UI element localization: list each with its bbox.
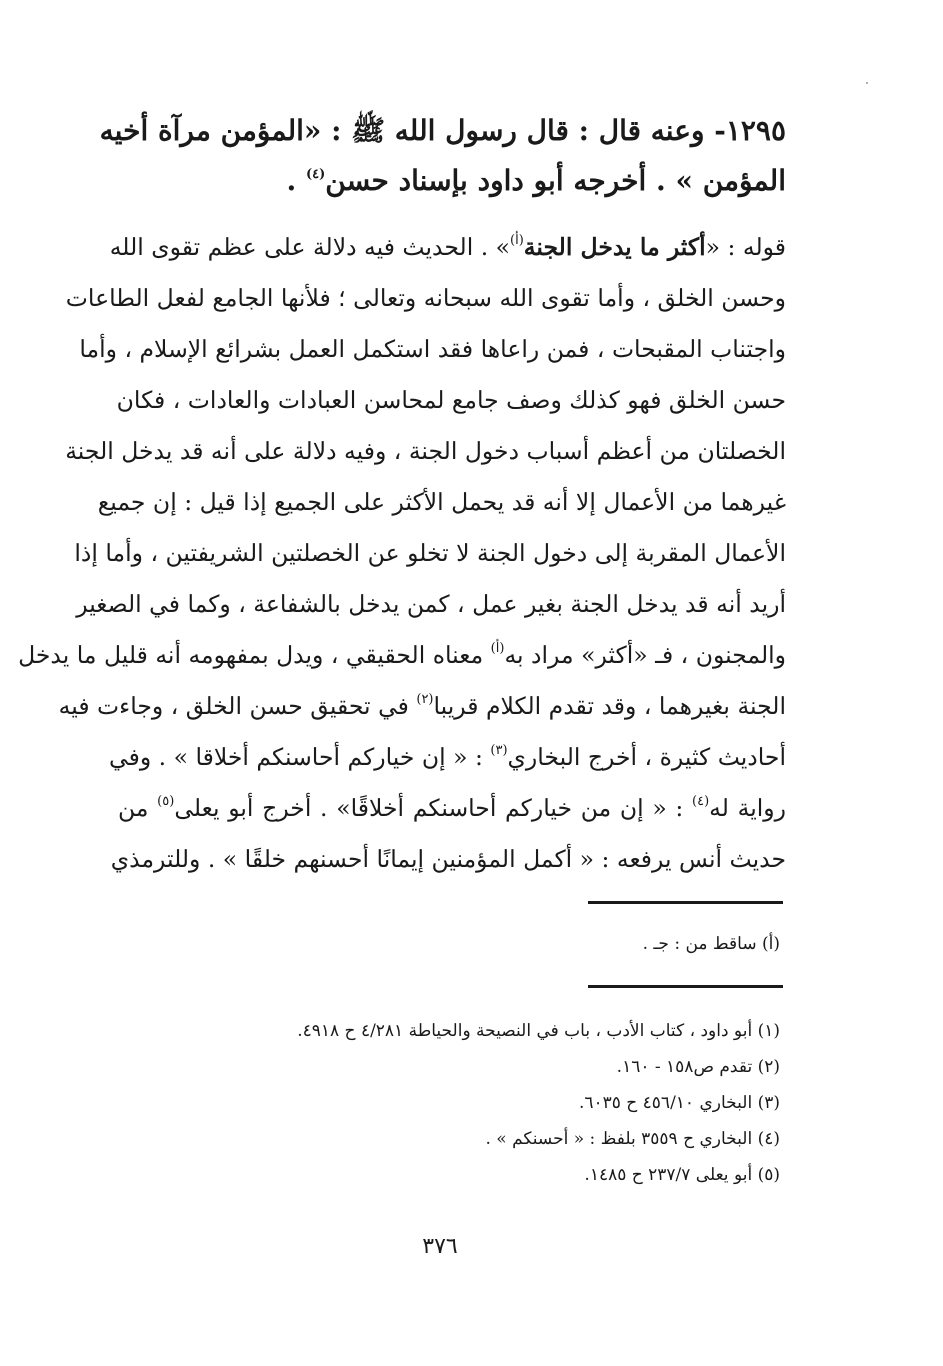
footnote-ref: (٤) xyxy=(692,794,710,810)
hadith-line-2 xyxy=(118,156,786,206)
footnote-ref: (٢) xyxy=(416,692,434,708)
quoted-phrase: أكثر ما يدخل الجنة xyxy=(523,233,706,261)
commentary-line-9 xyxy=(18,630,786,681)
scan-speck xyxy=(866,82,868,84)
footnote-2: (٢) تقدم ص١٥٨ - ١٦٠. xyxy=(616,1057,780,1077)
commentary-line-7: الأعمال المقربة إلى دخول الجنة لا تخلو عن الخصلتين الشريفتين ، وأما إذا xyxy=(74,539,786,567)
commentary-line-12-end: من xyxy=(118,794,158,822)
commentary-line-3: واجتناب المقبحات ، فمن راعاها فقد استكمل العمل بشرائع الإسلام ، وأما xyxy=(79,335,786,363)
footnote-3: (٣) البخاري ٤٥٦/١٠ ح ٦٠٣٥. xyxy=(578,1093,780,1113)
commentary-line-11 xyxy=(109,732,786,783)
commentary-line-1-start: قوله : « xyxy=(705,233,786,261)
hadith-line-2-end: . xyxy=(286,164,306,197)
commentary-line-10-end: في تحقيق حسن الخلق ، وجاءت فيه xyxy=(58,692,417,720)
hadith-text xyxy=(99,106,786,206)
footnote-ref: (أ) xyxy=(490,641,505,657)
footnote-4: (٤) البخاري ح ٣٥٥٩ بلفظ : « أحسنكم » . xyxy=(485,1129,780,1149)
commentary-line-8: أريد أنه قد يدخل الجنة بغير عمل ، كمن يدخل بالشفاعة ، وكما في الصغير xyxy=(76,590,786,618)
commentary-line-10 xyxy=(58,681,786,732)
footnote-5: (٥) أبو يعلى ٢٣٧/٧ ح ١٤٨٥. xyxy=(584,1165,780,1185)
commentary-line-9-end: معناه الحقيقي ، ويدل بمفهومه أنه قليل ما يدخل xyxy=(18,641,491,669)
hadith-line-2-text: المؤمن » . أخرجه أبو داود بإسناد حسن xyxy=(325,164,786,197)
commentary-line-13: حديث أنس يرفعه : « أكمل المؤمنين إيمانًا أحسنهم خلقًا » . وللترمذي xyxy=(110,845,786,873)
footnote-ref: (أ) xyxy=(510,233,524,249)
footnote-separator xyxy=(588,901,783,904)
commentary-line-12 xyxy=(118,783,786,834)
commentary-line-1 xyxy=(109,222,786,273)
hadith-line-1: ١٢٩٥- وعنه قال : قال رسول الله ﷺ : «المؤمن مرآة أخيه xyxy=(99,114,786,147)
footnote-1: (١) أبو داود ، كتاب الأدب ، باب في النصيحة والحياطة ٤/٢٨١ ح ٤٩١٨. xyxy=(297,1021,780,1041)
commentary-line-2: وحسن الخلق ، وأما تقوى الله سبحانه وتعالى ؛ فلأنها الجامع لفعل الطاعات xyxy=(65,284,786,312)
commentary-line-9-start: والمجنون ، فـ «أكثر» مراد به xyxy=(504,641,786,669)
commentary-line-4: حسن الخلق فهو كذلك وصف جامع لمحاسن العبادات والعادات ، فكان xyxy=(116,386,786,414)
footnote-ref: (٥) xyxy=(157,794,175,810)
commentary-line-11-end: : « إن خياركم أحاسنكم أخلاقا » . وفي xyxy=(109,743,491,771)
variant-note: (أ) ساقط من : جـ . xyxy=(642,934,780,954)
footnote-ref: (٤) xyxy=(305,166,326,182)
commentary-text xyxy=(18,222,786,885)
commentary-line-12-middle: : « إن من خياركم أحاسنكم أخلاقًا» . أخرج أبو يعلى xyxy=(174,794,693,822)
page-number: ٣٧٦ xyxy=(422,1234,458,1259)
commentary-line-10-start: الجنة بغيرهما ، وقد تقدم الكلام قريبا xyxy=(433,692,786,720)
footnote-separator xyxy=(588,985,783,988)
commentary-line-5: الخصلتان من أعظم أسباب دخول الجنة ، وفيه دلالة على أنه قد يدخل الجنة xyxy=(65,437,786,465)
footnote-ref: (٣) xyxy=(490,743,508,759)
commentary-line-12-start: رواية له xyxy=(709,794,786,822)
footnotes xyxy=(180,1013,780,1193)
commentary-line-1-end: » . الحديث فيه دلالة على عظم تقوى الله xyxy=(109,233,511,261)
commentary-line-11-start: أحاديث كثيرة ، أخرج البخاري xyxy=(507,743,786,771)
commentary-line-6: غيرهما من الأعمال إلا أنه قد يحمل الأكثر على الجميع إذا قيل : إن جميع xyxy=(97,488,786,516)
